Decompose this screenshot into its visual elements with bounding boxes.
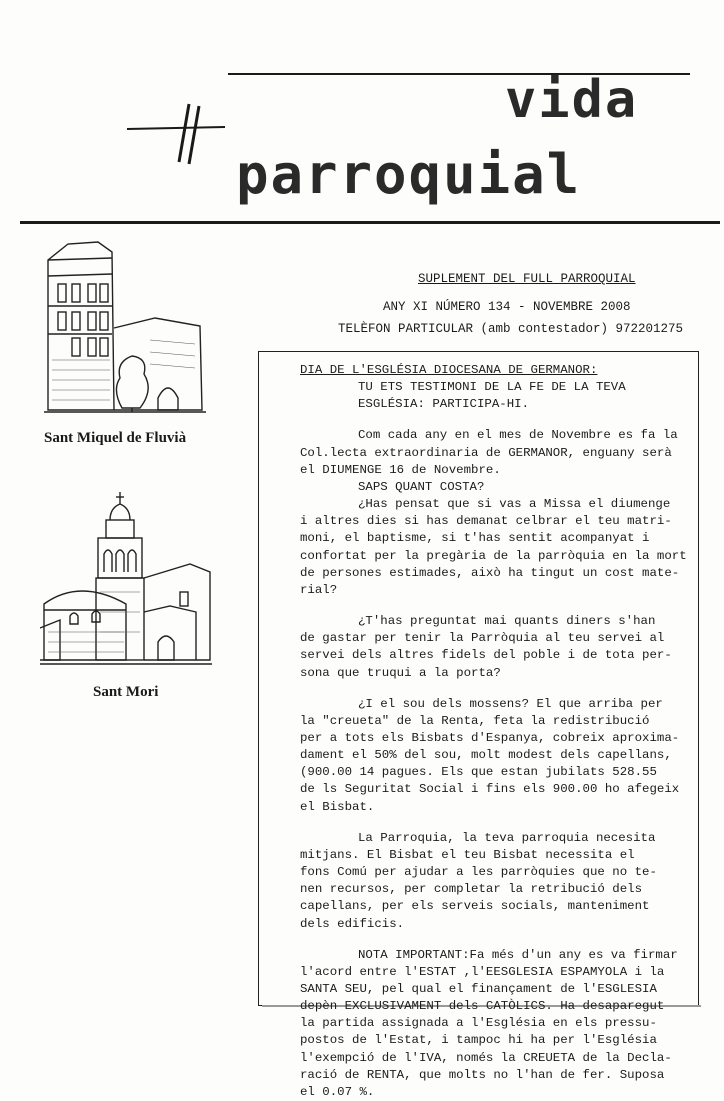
article-line <box>300 413 685 427</box>
article-line: NOTA IMPORTANT:Fa més d'un any es va firmar <box>358 947 678 962</box>
article-line: mitjans. El Bisbat el teu Bisbat necessita el <box>300 847 635 862</box>
article-line: ¿Has pensat que si vas a Missa el diumenge <box>358 497 671 512</box>
article-line: l'acord entre l'ESTAT ,l'EESGLESIA ESPAMYOLA i la <box>300 964 665 979</box>
article-line: ¿T'has preguntat mai quants diners s'han <box>358 614 656 629</box>
caption-sant-mori: Sant Mori <box>93 684 159 700</box>
article-line: dels edificis. <box>300 916 405 931</box>
article-line <box>300 682 685 696</box>
masthead-bottom-rule <box>20 221 720 224</box>
article-line: el Bisbat. <box>300 799 375 814</box>
article-line: (900.00 14 pagues. Els que estan jubilats 528.55 <box>300 765 657 780</box>
article-line: de gastar per tenir la Parròquia al teu servei al <box>300 631 665 646</box>
article-line <box>300 599 685 613</box>
article-line: postos de l'Estat, i tampoc hi ha per l'Església <box>300 1033 657 1048</box>
article-line: Col.lecta extraordinaria de GERMANOR, enguany serà <box>300 445 672 460</box>
masthead-title-parroquial: parroquial <box>236 143 582 206</box>
article-line: ESGLÉSIA: PARTICIPA-HI. <box>358 397 530 412</box>
supplement-label: SUPLEMENT DEL FULL PARROQUIAL <box>418 272 636 286</box>
article-heading: DIA DE L'ESGLÉSIA DIOCESANA DE GERMANOR: <box>300 363 598 377</box>
article-line: de persones estimades, això ha tingut un cost mate- <box>300 565 680 580</box>
article-line: i altres dies si has demanat celbrar el teu matri- <box>300 514 672 529</box>
article-line: la partida assignada a l'Església en els pressu- <box>300 1016 657 1031</box>
article-line: confortat per la pregària de la parròquia en la mort <box>300 548 687 563</box>
article-line: ¿I el sou dels mossens? El que arriba per <box>358 696 663 711</box>
phone-info: TELÈFON PARTICULAR (amb contestador) 972201275 <box>338 322 684 336</box>
article-line: SAPS QUANT COSTA? <box>358 479 485 494</box>
caption-sant-miquel: Sant Miquel de Fluvià <box>44 430 187 446</box>
article-line: fons Comú per ajudar a les parròquies que no te- <box>300 865 657 880</box>
article-line: el 0.07 %. <box>300 1084 375 1099</box>
article-line <box>300 933 685 947</box>
article-line: de ls Seguritat Social i fins els 900.00 ho afegeix <box>300 782 680 797</box>
article-line: La Parroquia, la teva parroquia necesita <box>358 830 656 845</box>
article-line <box>300 816 685 830</box>
article-line: per a tots els Bisbats d'Espanya, cobreix aproxima- <box>300 730 680 745</box>
article-line: el DIUMENGE 16 de Novembre. <box>300 462 501 477</box>
article-line: rial? <box>300 582 338 597</box>
article-line: moni, el baptisme, si t'has sentit acompanyat i <box>300 531 650 546</box>
article-line: nen recursos, per completar la retribució dels <box>300 882 643 897</box>
church-tower-drawing <box>40 240 210 420</box>
article-body <box>300 362 685 1101</box>
article-line: SANTA SEU, pel qual el finançament de l'ESGLESIA <box>300 982 657 996</box>
article-line: servei dels altres fidels del poble i de tota per- <box>300 648 672 663</box>
article-line: Com cada any en el mes de Novembre es fa la <box>358 428 678 443</box>
article-line: TU ETS TESTIMONI DE LA FE DE LA TEVA <box>358 380 626 395</box>
issue-info: ANY XI NÚMERO 134 - NOVEMBRE 2008 <box>383 300 631 314</box>
article-line: capellans, per els serveis socials, manteniment <box>300 899 650 914</box>
masthead-title-vida: vida <box>505 70 639 130</box>
article-line: ració de RENTA, que molts no l'han de fer. Suposa <box>300 1067 665 1082</box>
article-line: la "creueta" de la Renta, feta la redistribució <box>300 713 650 728</box>
church-bell-tower-drawing <box>40 492 215 682</box>
article-line: depèn EXCLUSIVAMENT dels CATÒLICS. Ha desaparegut <box>300 999 665 1014</box>
article-line: dament el 50% del sou, molt modest dels capellans, <box>300 748 672 763</box>
masthead-slash-mark <box>127 102 227 177</box>
article-line: l'exempció de l'IVA, només la CREUETA de la Decla- <box>300 1050 672 1065</box>
article-line: sona que truqui a la porta? <box>300 665 501 680</box>
